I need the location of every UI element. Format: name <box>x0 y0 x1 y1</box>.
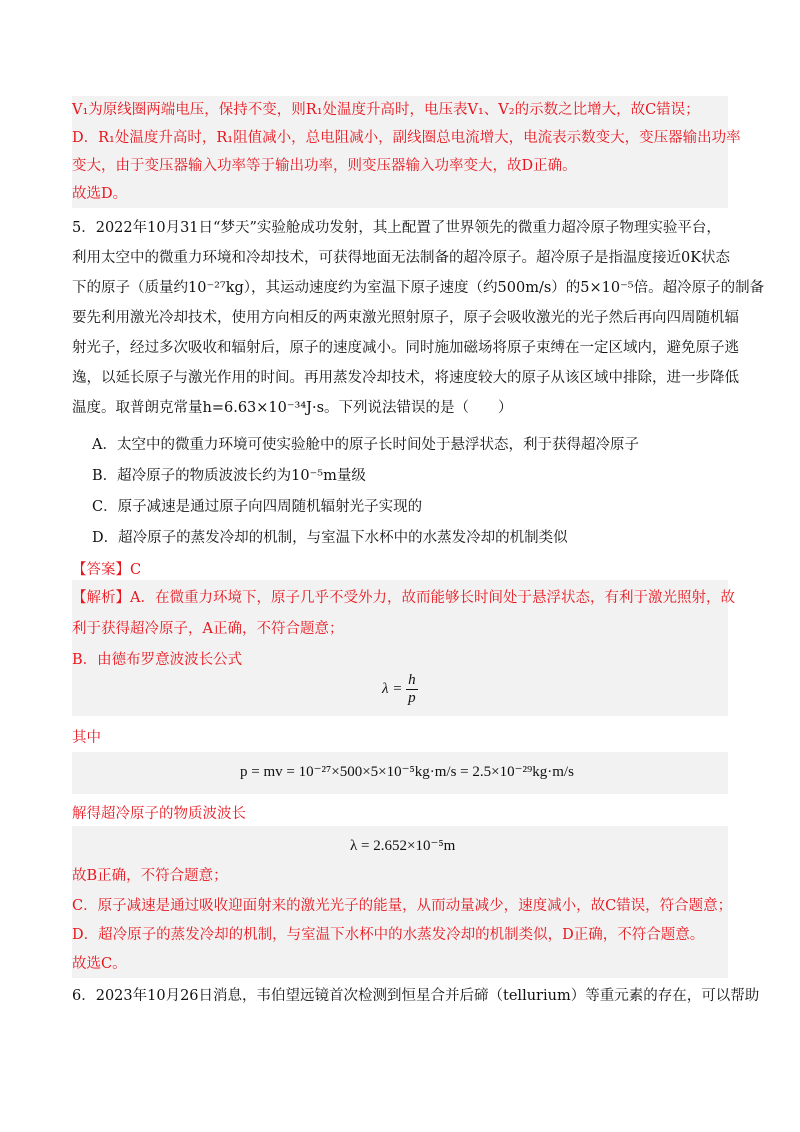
analysis-line-1: 【解析】A．在微重力环境下，原子几乎不受外力，故而能够长时间处于悬浮状态，有利于激光照射，故 <box>72 590 735 606</box>
q5-stem-line-2: 利用太空中的微重力环境和冷却技术，可获得地面无法制备的超冷原子。超冷原子是指温度接近0K状态 <box>72 250 731 266</box>
q5-option-a: A．太空中的微重力环境可使实验舱中的原子长时间处于悬浮状态，利于获得超冷原子 <box>92 437 639 453</box>
equation-momentum: p = mv = 10⁻²⁷×500×5×10⁻⁵kg·m/s = 2.5×10⁻²⁹kg·m/s <box>240 764 574 780</box>
prev-solution-line-2: D．R₁处温度升高时，R₁阻值减小，总电阻减小，副线圈总电流增大，电流表示数变大，变压器输出功率 <box>72 130 741 146</box>
fraction-denominator: p <box>408 690 416 706</box>
q5-option-c: C．原子减速是通过原子向四周随机辐射光子实现的 <box>92 499 423 515</box>
q5-option-b: B．超冷原子的物质波波长约为10⁻⁵m量级 <box>92 468 366 484</box>
analysis-d-line: D．超冷原子的蒸发冷却的机制，与室温下水杯中的水蒸发冷却的机制类似，D正确，不符合题意。 <box>72 927 705 943</box>
equation-de-broglie <box>382 672 418 707</box>
fraction-numerator: h <box>408 672 416 688</box>
answer-label: 【答案】C <box>72 562 142 578</box>
prev-solution-line-4: 故选D。 <box>72 186 128 202</box>
analysis-final: 故选C。 <box>72 956 127 972</box>
analysis-line-2: 利于获得超冷原子，A正确，不符合题意； <box>72 621 344 637</box>
prev-solution-line-1: V₁为原线圈两端电压，保持不变，则R₁处温度升高时，电压表V₁、V₂的示数之比增大，故C错误； <box>72 102 700 118</box>
q5-stem-line-1: 5．2022年10月31日“梦天”实验舱成功发射，其上配置了世界领先的微重力超冷原子物理实验平台， <box>72 220 721 236</box>
q5-stem-line-6: 逸，以延长原子与激光作用的时间。再用蒸发冷却技术，将速度较大的原子从该区域中排除，进一步降低 <box>72 370 739 386</box>
q5-stem-line-3: 下的原子（质量约10⁻²⁷kg），其运动速度约为室温下原子速度（约500m/s）的5×10⁻⁵倍。超冷原子的制备 <box>72 280 765 296</box>
q6-stem-line-1: 6．2023年10月26日消息，韦伯望远镜首次检测到恒星合并后碲（tellurium）等重元素的存在，可以帮助 <box>72 988 760 1004</box>
equation-wavelength-result: λ = 2.652×10⁻⁵m <box>350 838 456 854</box>
prev-solution-line-3: 变大，由于变压器输入功率等于输出功率，则变压器输入功率变大，故D正确。 <box>72 158 577 174</box>
q5-stem-line-5: 射光子，经过多次吸收和辐射后，原子的速度减小。同时施加磁场将原子束缚在一定区域内，避免原子逃 <box>72 340 739 356</box>
analysis-where: 其中 <box>72 730 101 746</box>
q5-stem-line-4: 要先利用激光冷却技术，使用方向相反的两束激光照射原子，原子会吸收激光的光子然后再向四周随机辐 <box>72 310 739 326</box>
analysis-b-conclusion: 故B正确，不符合题意； <box>72 868 228 884</box>
equation-lhs: λ = <box>382 680 403 697</box>
analysis-b-intro: B．由德布罗意波波长公式 <box>72 652 243 668</box>
analysis-solve: 解得超冷原子的物质波波长 <box>72 806 246 822</box>
equation-fraction <box>406 672 418 707</box>
q5-stem-line-7: 温度。取普朗克常量h=6.63×10⁻³⁴J·s。下列说法错误的是（ ） <box>72 400 513 416</box>
q5-option-d: D．超冷原子的蒸发冷却的机制，与室温下水杯中的水蒸发冷却的机制类似 <box>92 530 568 546</box>
analysis-c-line: C．原子减速是通过吸收迎面射来的激光光子的能量，从而动量减少，速度减小，故C错误，符合题意； <box>72 898 733 914</box>
